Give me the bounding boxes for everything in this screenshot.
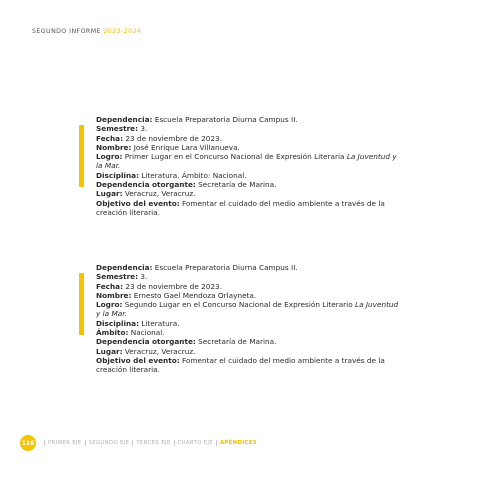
field-value: Secretaría de Marina.: [198, 180, 277, 190]
entry-row: [96, 115, 402, 124]
entry-row: [96, 356, 402, 375]
entry-row: [96, 143, 402, 152]
field-label: Fecha:: [96, 133, 123, 143]
field-label: Objetivo del evento:: [96, 355, 180, 365]
section-nav: [44, 440, 260, 446]
entry-row: [96, 180, 402, 189]
nav-tab-tercer-eje[interactable]: TERCER EJE: [132, 440, 173, 446]
entry-row: [96, 171, 402, 180]
achievement-entry: [96, 263, 402, 375]
field-value: 23 de noviembre de 2023.: [125, 133, 223, 143]
field-value: 3.: [140, 272, 148, 282]
field-value: Literatura.: [141, 318, 180, 328]
nav-tab-apendices[interactable]: APÉNDICES: [216, 440, 260, 446]
field-label: Disciplina:: [96, 318, 139, 328]
page-header: [32, 28, 141, 35]
field-label: Logro:: [96, 152, 123, 162]
field-label: Dependencia:: [96, 263, 153, 272]
entry-row: [96, 124, 402, 133]
field-label: Nombre:: [96, 290, 132, 300]
field-label: Nombre:: [96, 142, 132, 152]
entry-row: [96, 347, 402, 356]
field-value: Secretaría de Marina.: [198, 337, 277, 347]
field-label: Ámbito:: [96, 328, 129, 338]
entry-row: [96, 263, 402, 272]
field-label: Semestre:: [96, 124, 139, 134]
page-number: 116: [20, 435, 36, 451]
field-value: 23 de noviembre de 2023.: [125, 281, 223, 291]
field-label: Dependencia otorgante:: [96, 337, 196, 347]
field-value-italic: La Juventud y la Mar.: [96, 152, 397, 171]
field-value: José Enrique Lara Villanueva.: [133, 142, 240, 152]
accent-bar: [79, 125, 84, 187]
entry-row: [96, 152, 402, 171]
entry-row: [96, 189, 402, 198]
field-value: Veracruz, Veracruz.: [124, 346, 196, 356]
field-label: Disciplina:: [96, 170, 139, 180]
field-label: Logro:: [96, 300, 123, 310]
field-value: Fomentar el cuidado del medio ambiente a través de la creación literaria.: [96, 198, 385, 217]
entry-row: [96, 300, 402, 319]
report-years: 2023-2024: [103, 28, 142, 35]
entry-row: [96, 319, 402, 328]
accent-bar: [79, 273, 84, 335]
report-title: SEGUNDO INFORME: [32, 28, 101, 35]
field-value: Literatura. Ámbito: Nacional.: [141, 170, 247, 180]
field-value: Nacional.: [130, 328, 165, 338]
entry-row: [96, 328, 402, 337]
field-label: Objetivo del evento:: [96, 198, 180, 208]
field-value: Escuela Preparatoria Diurna Campus II.: [154, 115, 298, 124]
entry-row: [96, 272, 402, 281]
entry-row: [96, 337, 402, 346]
field-value: Primer Lugar en el Concurso Nacional de Expresión Literaria: [124, 152, 347, 162]
field-value: Veracruz, Veracruz.: [124, 189, 196, 199]
field-value: Escuela Preparatoria Diurna Campus II.: [154, 263, 298, 272]
field-value: Fomentar el cuidado del medio ambiente a través de la creación literaria.: [96, 355, 385, 375]
field-label: Dependencia otorgante:: [96, 180, 196, 190]
nav-tab-primer-eje[interactable]: PRIMER EJE: [44, 440, 85, 446]
field-value: Ernesto Gael Mendoza Orlayneta.: [133, 290, 257, 300]
field-value-italic: La Juventud y la Mar.: [96, 300, 399, 319]
field-label: Lugar:: [96, 189, 123, 199]
field-label: Fecha:: [96, 281, 123, 291]
entry-row: [96, 291, 402, 300]
entry-row: [96, 282, 402, 291]
achievement-entry: [96, 115, 402, 217]
field-label: Dependencia:: [96, 115, 153, 124]
field-label: Lugar:: [96, 346, 123, 356]
entry-row: [96, 134, 402, 143]
field-value: 3.: [140, 124, 148, 134]
field-value: Segundo Lugar en el Concurso Nacional de Expresión Literario: [124, 300, 355, 310]
nav-tab-cuarto-eje[interactable]: CUARTO EJE: [174, 440, 216, 446]
entry-row: [96, 199, 402, 218]
nav-tab-segundo-eje[interactable]: SEGUNDO EJE: [85, 440, 133, 446]
field-label: Semestre:: [96, 272, 139, 282]
page-footer: [20, 435, 260, 451]
